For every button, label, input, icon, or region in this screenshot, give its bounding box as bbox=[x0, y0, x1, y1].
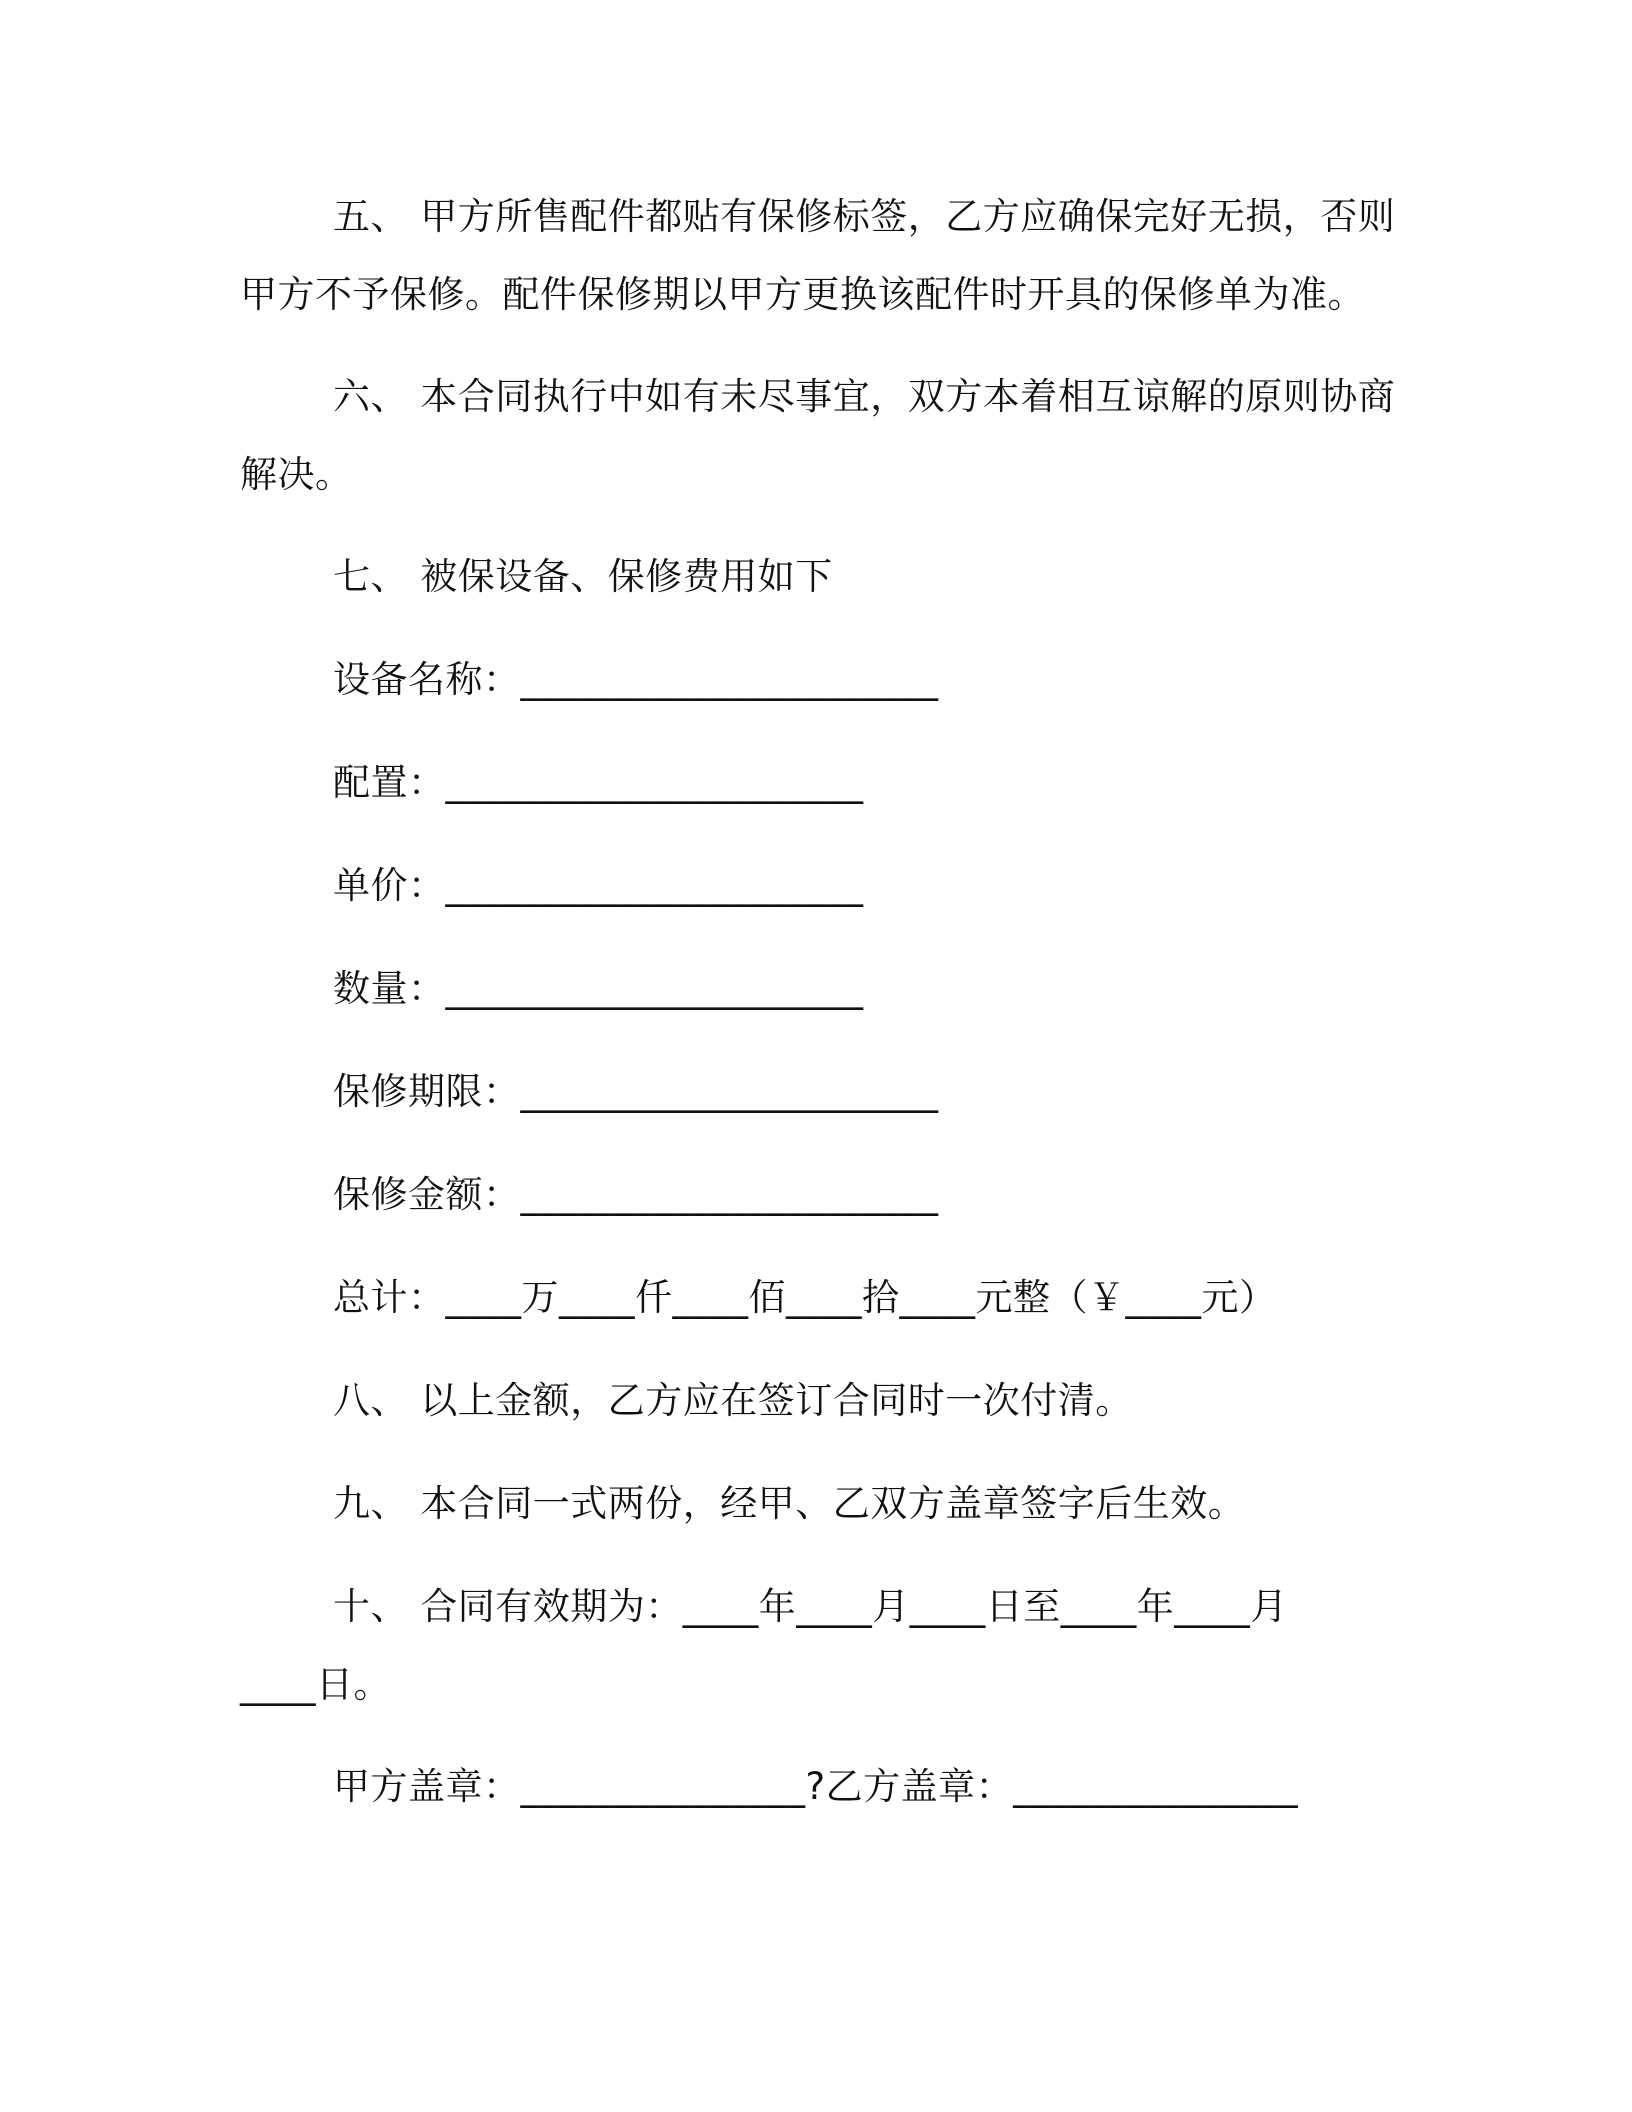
clause-5-line-2: 甲方不予保修。配件保修期以甲方更换该配件时开具的保修单为准。 bbox=[240, 273, 1365, 316]
field-total: 总计：____万____仟____佰____拾____元整（￥____元） bbox=[333, 1276, 1277, 1319]
field-quantity: 数量：______________________ bbox=[333, 967, 864, 1010]
clause-10-line-2: ____日。 bbox=[240, 1663, 391, 1706]
clause-10-line-1: 十、 合同有效期为：____年____月____日至____年____月 bbox=[333, 1585, 1288, 1628]
field-configuration: 配置：______________________ bbox=[333, 761, 864, 804]
field-warranty-amount: 保修金额：______________________ bbox=[333, 1173, 939, 1216]
field-warranty-period: 保修期限：______________________ bbox=[333, 1070, 939, 1113]
clause-5-line-1: 五、 甲方所售配件都贴有保修标签，乙方应确保完好无损，否则 bbox=[333, 195, 1396, 238]
clause-6-line-1: 六、 本合同执行中如有未尽事宜，双方本着相互谅解的原则协商 bbox=[333, 375, 1396, 418]
clause-9: 九、 本合同一式两份，经甲、乙双方盖章签字后生效。 bbox=[333, 1482, 1246, 1525]
clause-7-heading: 七、 被保设备、保修费用如下 bbox=[333, 555, 833, 598]
signature-line: 甲方盖章：_______________?乙方盖章：_______________ bbox=[333, 1765, 1299, 1808]
field-device-name: 设备名称：______________________ bbox=[333, 658, 939, 701]
clause-8: 八、 以上金额，乙方应在签订合同时一次付清。 bbox=[333, 1379, 1133, 1422]
clause-6-line-2: 解决。 bbox=[240, 453, 353, 496]
field-unit-price: 单价：______________________ bbox=[333, 864, 864, 907]
